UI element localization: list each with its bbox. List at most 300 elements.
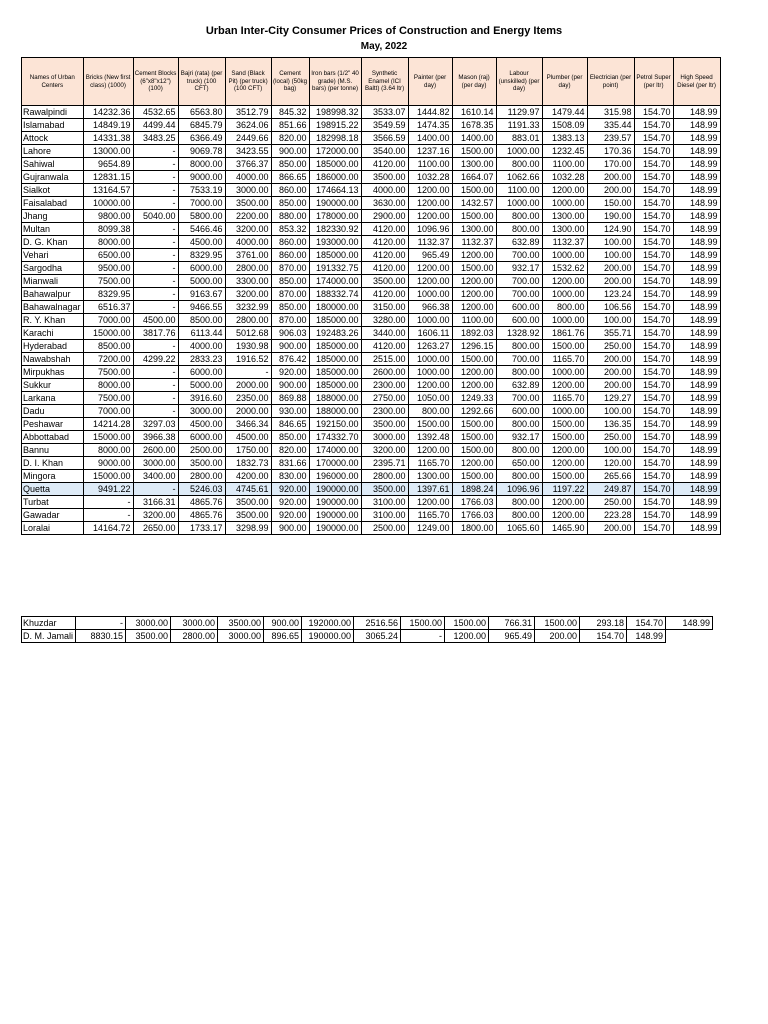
price-cell: 850.00 [271,275,309,288]
price-cell: 850.00 [271,197,309,210]
price-cell: 1766.03 [452,509,496,522]
price-cell: 14232.36 [83,106,133,119]
price-cell: 100.00 [587,249,634,262]
price-cell: 3000.00 [178,405,225,418]
price-cell: 250.00 [587,340,634,353]
price-cell: 1200.00 [542,275,587,288]
price-cell: 154.70 [634,288,673,301]
price-cell: 800.00 [408,405,452,418]
price-cell: 2800.00 [225,262,271,275]
price-cell: 3817.76 [133,327,178,340]
price-cell: 1606.11 [408,327,452,340]
price-cell: 185000.00 [309,158,361,171]
price-cell: 196000.00 [309,470,361,483]
price-cell: - [83,509,133,522]
price-cell: 13000.00 [83,145,133,158]
price-cell: 1200.00 [408,184,452,197]
city-name: D. I. Khan [22,457,84,470]
price-cell: 3549.59 [361,119,408,132]
city-name: Sialkot [22,184,84,197]
price-cell: 100.00 [587,314,634,327]
price-cell: 3540.00 [361,145,408,158]
price-cell: 1383.13 [542,132,587,145]
price-cell: 1500.00 [452,431,496,444]
price-cell: 154.70 [634,431,673,444]
price-cell: 355.71 [587,327,634,340]
city-name: Islamabad [22,119,84,132]
city-name: Attock [22,132,84,145]
price-cell: 1263.27 [408,340,452,353]
price-cell: 1132.37 [408,236,452,249]
price-cell: 185000.00 [309,249,361,262]
price-cell: - [76,617,126,630]
price-cell: 1898.24 [452,483,496,496]
price-cell: 965.49 [489,630,535,643]
price-cell: 1249.33 [452,392,496,405]
price-cell: 129.27 [587,392,634,405]
price-cell: 3500.00 [225,509,271,522]
price-cell: 8500.00 [178,314,225,327]
price-cell: 1200.00 [542,496,587,509]
price-cell: 845.32 [271,106,309,119]
price-cell: 148.99 [673,262,720,275]
price-cell: 174000.00 [309,275,361,288]
price-cell: 1300.00 [542,223,587,236]
price-cell: 870.00 [271,314,309,327]
price-cell: 869.88 [271,392,309,405]
price-cell: 3300.00 [225,275,271,288]
price-cell: 2800.00 [171,630,218,643]
price-cell: - [133,236,178,249]
price-cell: 1678.35 [452,119,496,132]
price-cell: 3166.31 [133,496,178,509]
price-cell: 148.99 [627,630,666,643]
price-cell: 182998.18 [309,132,361,145]
price-cell: 148.99 [673,470,720,483]
city-name: Mianwali [22,275,84,288]
price-cell: 1200.00 [452,288,496,301]
price-cell: 1000.00 [542,366,587,379]
price-cell: 6000.00 [178,431,225,444]
price-cell: 1000.00 [408,288,452,301]
price-cell: - [133,262,178,275]
price-cell: 6000.00 [178,366,225,379]
price-cell: 1232.45 [542,145,587,158]
price-cell: 3400.00 [133,470,178,483]
price-cell: 8329.95 [178,249,225,262]
price-cell: 1300.00 [408,470,452,483]
price-cell: 8000.00 [83,444,133,457]
price-cell: 150.00 [587,197,634,210]
price-cell: 9069.78 [178,145,225,158]
price-cell: 154.70 [634,132,673,145]
price-cell: 185000.00 [309,379,361,392]
table-row [22,223,721,236]
price-cell: - [133,288,178,301]
price-cell: 148.99 [673,119,720,132]
price-cell: 14214.28 [83,418,133,431]
price-cell: 3000.00 [171,617,218,630]
price-cell: 6563.80 [178,106,225,119]
price-cell: 4865.76 [178,496,225,509]
price-cell: 3466.34 [225,418,271,431]
table-row [22,275,721,288]
price-cell: 8830.15 [76,630,126,643]
price-cell: 1197.22 [542,483,587,496]
price-cell: - [133,184,178,197]
city-name: Sukkur [22,379,84,392]
price-cell: 3280.00 [361,314,408,327]
price-cell: 4120.00 [361,288,408,301]
price-cell: 8329.95 [83,288,133,301]
city-name: Jhang [22,210,84,223]
price-cell: 174664.13 [309,184,361,197]
price-cell: 9000.00 [178,171,225,184]
price-cell: 1100.00 [496,184,542,197]
price-cell: 860.00 [271,249,309,262]
price-cell: 148.99 [673,431,720,444]
price-cell: 1000.00 [542,197,587,210]
price-cell: 2833.23 [178,353,225,366]
price-cell: 800.00 [496,158,542,171]
price-cell: 170.36 [587,145,634,158]
price-cell: 1032.28 [542,171,587,184]
price-cell: 200.00 [587,353,634,366]
price-cell: 1000.00 [542,249,587,262]
price-cell: - [133,197,178,210]
table-row [22,457,721,470]
price-cell: 3483.25 [133,132,178,145]
price-cell: - [133,145,178,158]
column-header: Plumber (per day) [542,58,587,106]
price-cell: 632.89 [496,379,542,392]
price-cell: 1930.98 [225,340,271,353]
price-cell: 1500.00 [542,431,587,444]
price-cell: 148.99 [673,106,720,119]
price-cell: 800.00 [496,470,542,483]
price-cell: 8099.38 [83,223,133,236]
price-cell: 7000.00 [83,314,133,327]
price-cell: 154.70 [634,509,673,522]
price-cell: 154.70 [634,119,673,132]
price-cell: 15000.00 [83,470,133,483]
price-cell: 198915.22 [309,119,361,132]
price-cell: 154.70 [634,275,673,288]
price-cell: 920.00 [271,483,309,496]
price-cell: 3065.24 [354,630,401,643]
city-name: Peshawar [22,418,84,431]
price-cell: 315.98 [587,106,634,119]
price-cell: 148.99 [673,522,720,535]
price-cell: 920.00 [271,366,309,379]
column-header: Cement Blocks (6"x8"x12") (100) [133,58,178,106]
price-cell: 1000.00 [496,145,542,158]
price-cell: 2200.00 [225,210,271,223]
price-cell: 1100.00 [542,158,587,171]
price-cell: 2500.00 [361,522,408,535]
price-cell: 1508.09 [542,119,587,132]
price-cell: 3000.00 [361,431,408,444]
price-cell: 250.00 [587,496,634,509]
price-cell: 200.00 [535,630,580,643]
city-name: Mingora [22,470,84,483]
price-cell: 700.00 [496,288,542,301]
city-name: Dadu [22,405,84,418]
price-table [21,57,721,535]
price-cell: 3500.00 [225,496,271,509]
price-cell: 1766.03 [452,496,496,509]
price-cell: 154.70 [634,236,673,249]
price-cell: 148.99 [673,210,720,223]
price-cell: 1500.00 [408,418,452,431]
price-cell: 188332.74 [309,288,361,301]
price-cell: 154.70 [634,223,673,236]
price-cell: 920.00 [271,509,309,522]
price-cell: 3000.00 [218,630,264,643]
price-cell: 148.99 [673,288,720,301]
price-cell: 1200.00 [445,630,489,643]
price-cell: 8000.00 [83,379,133,392]
price-cell: 2500.00 [178,444,225,457]
price-cell: 170000.00 [309,457,361,470]
price-cell: 766.31 [489,617,535,630]
table-row [22,249,721,262]
price-cell: 9500.00 [83,262,133,275]
city-name: Karachi [22,327,84,340]
price-cell: - [133,405,178,418]
column-header: Cement (local) (50kg bag) [271,58,309,106]
price-cell: 8000.00 [178,158,225,171]
price-cell: 7000.00 [178,197,225,210]
price-cell: 2350.00 [225,392,271,405]
price-cell: 14849.19 [83,119,133,132]
price-cell: 1000.00 [408,314,452,327]
price-cell: 186000.00 [309,171,361,184]
price-cell: 1100.00 [452,314,496,327]
price-cell: 154.70 [634,301,673,314]
price-cell: 12831.15 [83,171,133,184]
price-cell: 148.99 [673,184,720,197]
table-row [22,392,721,405]
price-cell: 154.70 [634,197,673,210]
price-cell: 154.70 [634,444,673,457]
price-cell: 174000.00 [309,444,361,457]
price-cell: 188000.00 [309,392,361,405]
price-cell: 883.01 [496,132,542,145]
price-cell: 154.70 [627,617,666,630]
price-cell: 632.89 [496,236,542,249]
price-cell: 830.00 [271,470,309,483]
price-cell: 3630.00 [361,197,408,210]
price-cell: 2300.00 [361,405,408,418]
city-name: Hyderabad [22,340,84,353]
price-cell: 896.65 [264,630,302,643]
price-cell: 800.00 [496,210,542,223]
price-cell: 178000.00 [309,210,361,223]
price-cell: 200.00 [587,171,634,184]
price-cell: 965.49 [408,249,452,262]
table-row [22,379,721,392]
price-cell: 800.00 [496,418,542,431]
price-cell: 1065.60 [496,522,542,535]
price-cell: 148.99 [673,171,720,184]
price-cell: 100.00 [587,236,634,249]
price-cell: 932.17 [496,431,542,444]
price-cell: 870.00 [271,262,309,275]
price-cell: 1892.03 [452,327,496,340]
price-cell: 4500.00 [178,418,225,431]
table-row [22,327,721,340]
price-cell: 900.00 [271,340,309,353]
price-cell: 600.00 [496,314,542,327]
price-cell: 906.03 [271,327,309,340]
price-cell: 2750.00 [361,392,408,405]
price-cell: 851.66 [271,119,309,132]
price-cell: 2516.56 [354,617,401,630]
price-cell: 2449.66 [225,132,271,145]
price-cell: 3500.00 [178,457,225,470]
price-cell: 700.00 [496,249,542,262]
city-name: Bahawalpur [22,288,84,301]
price-cell: 1861.76 [542,327,587,340]
table-row [22,145,721,158]
price-cell: 2800.00 [361,470,408,483]
price-cell: 250.00 [587,431,634,444]
price-cell: 188000.00 [309,405,361,418]
city-name: Turbat [22,496,84,509]
table-row [22,197,721,210]
column-header: Petrol Super (per ltr) [634,58,673,106]
column-header: Bajri (rata) (per truck) (100 CFT) [178,58,225,106]
price-cell: 1500.00 [542,470,587,483]
price-cell: 2000.00 [225,379,271,392]
price-cell: 4500.00 [133,314,178,327]
price-cell: 148.99 [666,617,713,630]
price-cell: 148.99 [673,236,720,249]
price-cell: 920.00 [271,496,309,509]
price-cell: 866.65 [271,171,309,184]
price-cell: 15000.00 [83,431,133,444]
price-cell: 4865.76 [178,509,225,522]
price-cell: 1733.17 [178,522,225,535]
price-cell: 148.99 [673,301,720,314]
price-cell: 1328.92 [496,327,542,340]
price-cell: 190000.00 [309,522,361,535]
price-cell: 190000.00 [309,483,361,496]
price-cell: 1000.00 [408,366,452,379]
price-cell: 106.56 [587,301,634,314]
price-cell: 9491.22 [83,483,133,496]
city-name: Sahiwal [22,158,84,171]
city-name: Bahawalnagar [22,301,84,314]
price-cell: 1200.00 [542,184,587,197]
price-cell: 3624.06 [225,119,271,132]
price-cell: 148.99 [673,418,720,431]
price-cell: 1062.66 [496,171,542,184]
price-cell: 170.00 [587,158,634,171]
column-header: Labour (unskilled) (per day) [496,58,542,106]
city-name: Bannu [22,444,84,457]
price-cell: 3232.99 [225,301,271,314]
price-cell: 154.70 [580,630,627,643]
price-cell: 1432.57 [452,197,496,210]
table-row [22,353,721,366]
price-cell: 14164.72 [83,522,133,535]
column-header: Mason (raj) (per day) [452,58,496,106]
price-cell: 3512.79 [225,106,271,119]
price-cell: 14331.38 [83,132,133,145]
header-row [22,58,721,106]
price-cell: 880.00 [271,210,309,223]
price-cell: 600.00 [496,301,542,314]
price-cell: 2000.00 [225,405,271,418]
price-cell: 1300.00 [452,158,496,171]
price-cell: 148.99 [673,145,720,158]
price-cell: 4120.00 [361,158,408,171]
price-cell: 4745.61 [225,483,271,496]
price-cell: 3200.00 [133,509,178,522]
price-cell: 9163.67 [178,288,225,301]
price-cell: 148.99 [673,158,720,171]
price-cell: 8000.00 [83,236,133,249]
price-cell: 154.70 [634,158,673,171]
price-cell: 172000.00 [309,145,361,158]
price-cell: 900.00 [271,522,309,535]
price-cell: 2800.00 [178,470,225,483]
column-header: Sand (Black Pit) (per truck) (100 CFT) [225,58,271,106]
price-cell: 4120.00 [361,236,408,249]
price-cell: 154.70 [634,366,673,379]
price-cell: 3200.00 [361,444,408,457]
price-cell: 1165.70 [542,392,587,405]
city-name: Vehari [22,249,84,262]
table-row [22,522,721,535]
column-header: Names of Urban Centers [22,58,84,106]
price-cell: 190000.00 [309,197,361,210]
table-row [22,444,721,457]
price-cell: 3500.00 [361,275,408,288]
price-cell: 1132.37 [542,236,587,249]
price-cell: 1200.00 [452,275,496,288]
price-cell: 4500.00 [225,431,271,444]
price-cell: 154.70 [634,496,673,509]
price-cell: 5466.46 [178,223,225,236]
price-cell: 1300.00 [542,210,587,223]
table-row [22,210,721,223]
price-cell: 4499.44 [133,119,178,132]
table-row [22,431,721,444]
price-cell: 148.99 [673,392,720,405]
price-cell: 2515.00 [361,353,408,366]
city-name: Gujranwala [22,171,84,184]
price-cell: 154.70 [634,470,673,483]
column-header: Iron bars (1/2" 40 grade) (M.S. bars) (per tonne) [309,58,361,106]
price-cell: 7200.00 [83,353,133,366]
price-cell: 4120.00 [361,340,408,353]
report-title: Urban Inter-City Consumer Prices of Construction and Energy Items [205,25,563,37]
price-cell: 966.38 [408,301,452,314]
price-cell: 3916.60 [178,392,225,405]
price-cell: 9654.89 [83,158,133,171]
price-cell: 148.99 [673,379,720,392]
price-cell: 820.00 [271,444,309,457]
table-row [22,119,721,132]
table-row [22,184,721,197]
table-row [22,405,721,418]
price-cell: 148.99 [673,132,720,145]
price-cell: 1479.44 [542,106,587,119]
extra-table-row [22,630,713,643]
